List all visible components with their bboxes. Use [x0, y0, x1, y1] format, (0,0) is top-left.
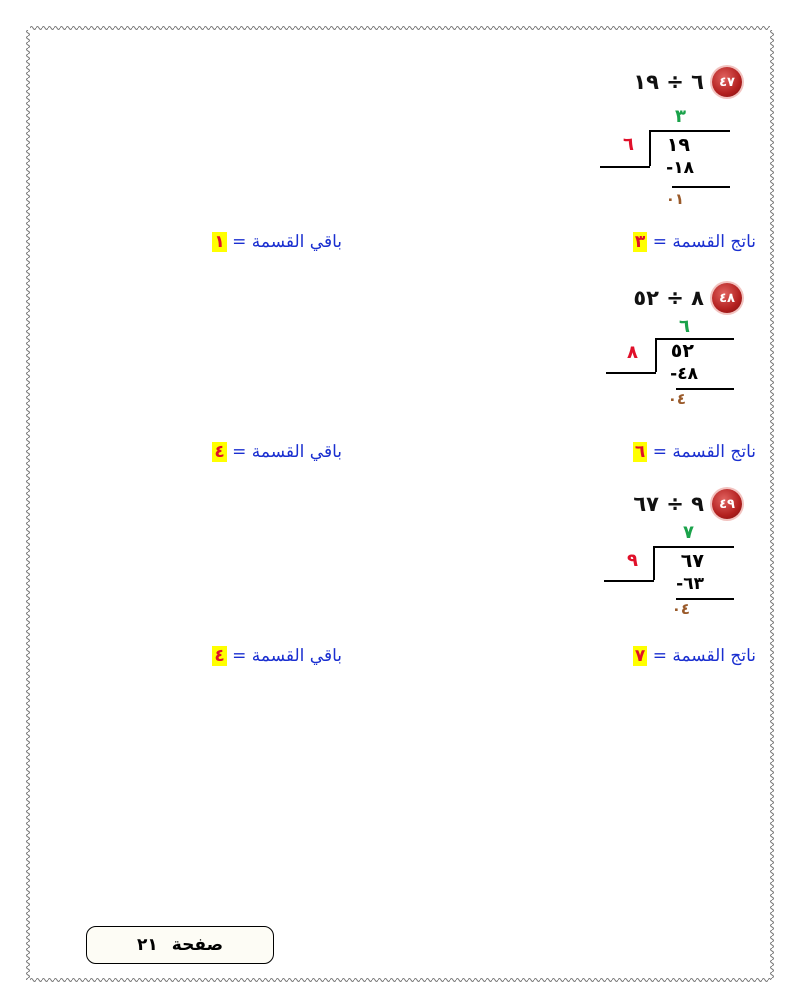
divisor: ٨: [627, 342, 638, 363]
remainder-label: باقي القسمة =: [232, 442, 342, 462]
dividend: ٥٢: [670, 340, 694, 362]
problem-number-badge: ٤٧: [712, 67, 742, 97]
divisor-underline: [600, 166, 650, 168]
remainder-work: ٠٤: [667, 390, 686, 408]
problem-49-header: [633, 486, 742, 522]
remainder-work: ٠١: [665, 190, 684, 208]
subtraction-row: ٦٣-: [676, 574, 704, 594]
subtraction-line: [672, 186, 730, 188]
problem-expression: ٩ ÷ ٦٧: [633, 492, 704, 516]
quotient-result: [633, 232, 756, 252]
problem-expression: ٦ ÷ ١٩: [633, 70, 704, 94]
dividend: ٦٧: [680, 550, 704, 572]
problem-number-badge: ٤٨: [712, 283, 742, 313]
quotient-label: ناتج القسمة =: [652, 442, 756, 462]
problem-expression: ٨ ÷ ٥٢: [633, 286, 704, 310]
remainder-value: ١: [214, 232, 225, 252]
remainder-label: باقي القسمة =: [232, 646, 342, 666]
remainder-result: [212, 232, 342, 252]
subtraction-row: ٤٨-: [670, 364, 698, 384]
remainder-result: [212, 442, 342, 462]
long-division-48: [604, 318, 734, 448]
page-number: ٢١: [137, 935, 158, 955]
division-bar: [656, 338, 734, 340]
quotient-result: [633, 442, 756, 462]
divisor-underline: [604, 580, 654, 582]
remainder-value: ٤: [214, 442, 225, 462]
long-division-49: [604, 524, 734, 654]
division-bracket: [649, 130, 651, 166]
quotient-value: ٦: [634, 442, 646, 462]
problem-47-header: [633, 64, 742, 100]
remainder-work: ٠٤: [671, 600, 690, 618]
remainder-value: ٤: [214, 646, 225, 666]
quotient-label: ناتج القسمة =: [652, 232, 756, 252]
quotient-result: [633, 646, 756, 666]
page-label: صفحة: [171, 935, 223, 955]
problem-48-header: [633, 280, 742, 316]
division-bar: [650, 130, 730, 132]
quotient-value: ٣: [634, 232, 646, 252]
remainder-label: باقي القسمة =: [232, 232, 342, 252]
problem-number-badge: ٤٩: [712, 489, 742, 519]
divisor-underline: [606, 372, 656, 374]
quotient-digit: ٧: [683, 522, 694, 543]
subtraction-row: ١٨-: [666, 158, 694, 178]
quotient-digit: ٣: [675, 106, 686, 127]
quotient-label: ناتج القسمة =: [652, 646, 756, 666]
page-number-box: [86, 926, 274, 964]
divisor: ٦: [623, 134, 634, 155]
dividend: ١٩: [666, 134, 690, 156]
divisor: ٩: [627, 550, 638, 571]
quotient-digit: ٦: [679, 316, 690, 337]
remainder-result: [212, 646, 342, 666]
quotient-value: ٧: [634, 646, 646, 666]
division-bar: [654, 546, 734, 548]
division-bracket: [655, 338, 657, 372]
division-bracket: [653, 546, 655, 580]
